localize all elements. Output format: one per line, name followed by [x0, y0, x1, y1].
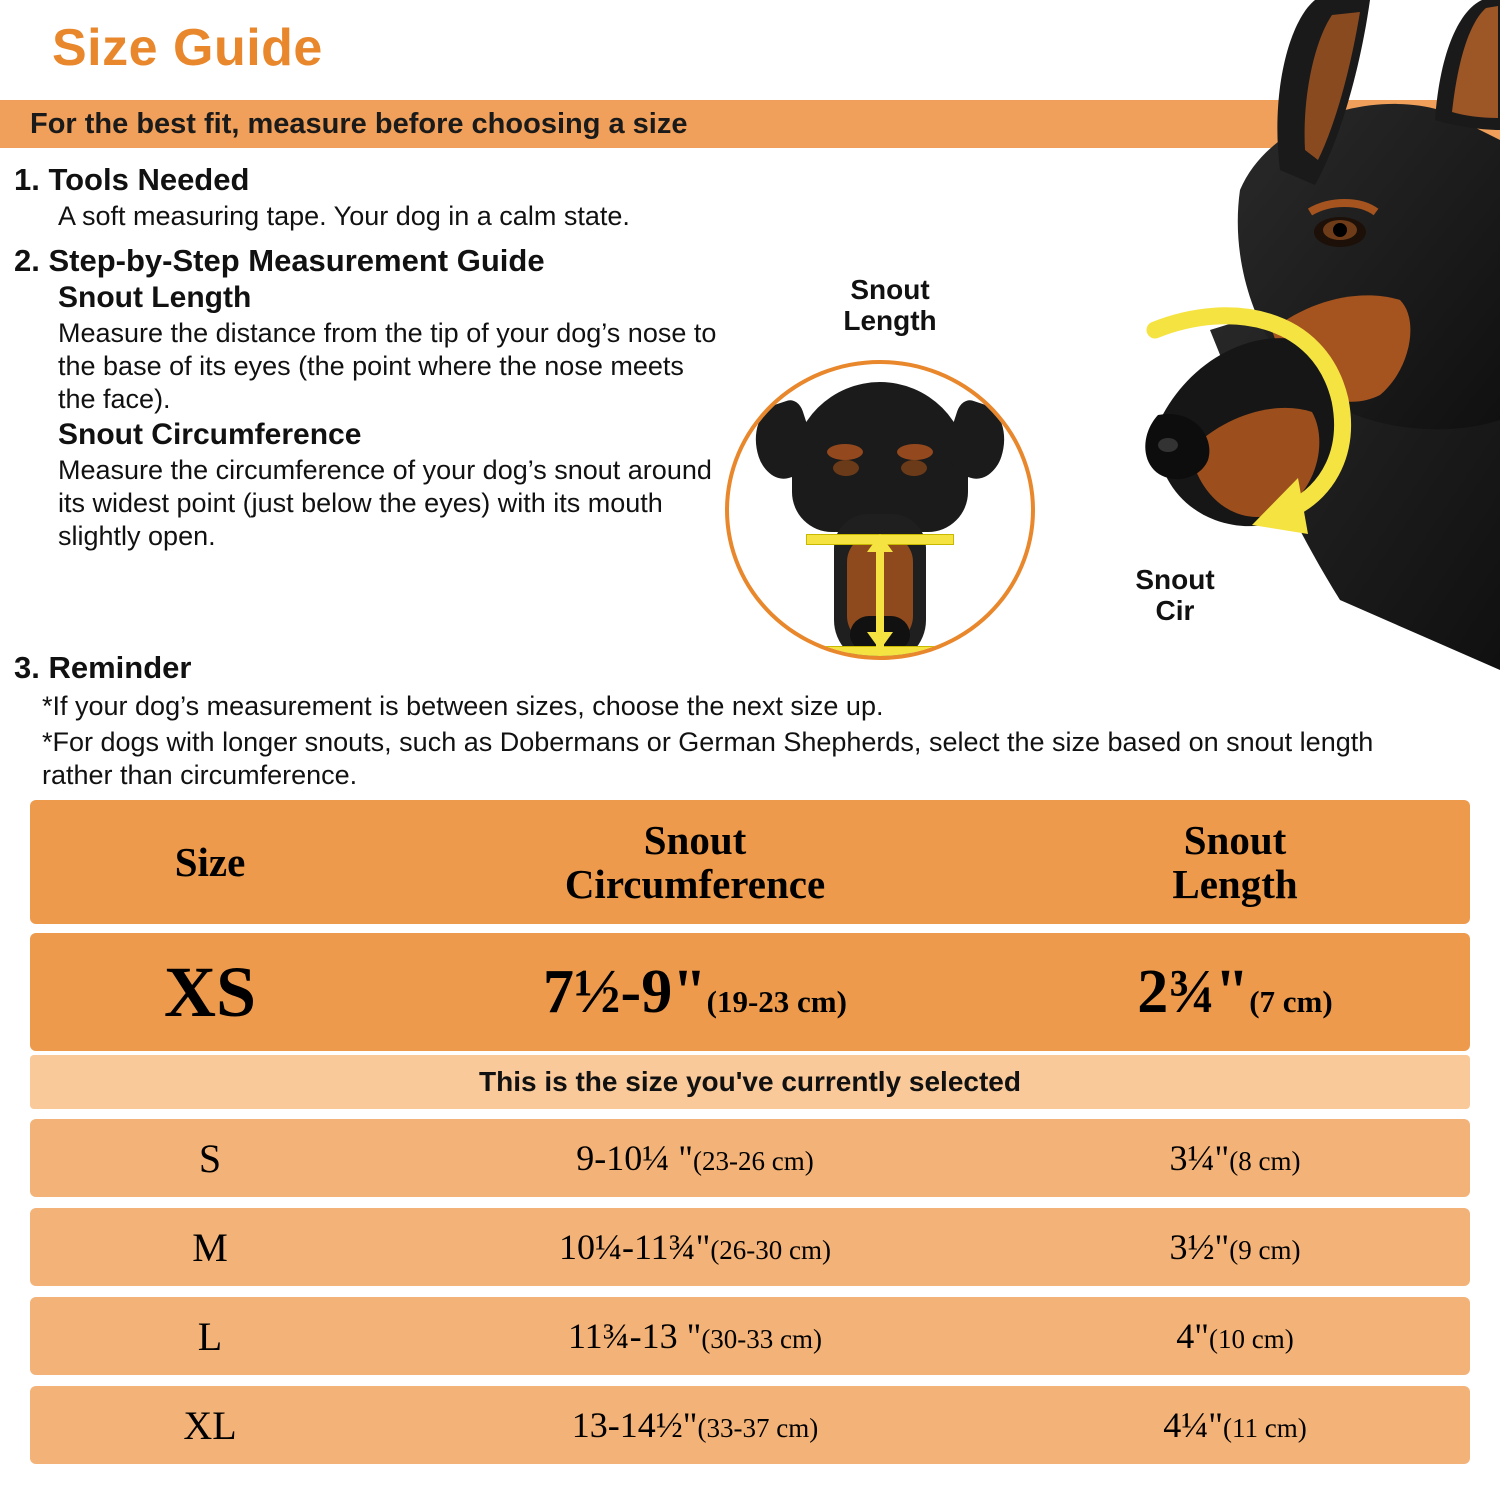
row-circumference-cm: (33-37 cm) — [697, 1413, 819, 1443]
row-circumference-cm: (23-26 cm) — [692, 1146, 814, 1176]
column-header-length — [1000, 818, 1470, 907]
reminder-heading: 3. Reminder — [14, 650, 192, 685]
snout-circumference-heading: Snout Circumference — [58, 417, 362, 451]
row-length-cm: (8 cm) — [1229, 1146, 1301, 1176]
xs-length — [1000, 957, 1470, 1028]
table-row-xs[interactable] — [30, 933, 1470, 1051]
snout-cir-label-line1: Snout — [1135, 564, 1215, 595]
row-circumference-cm: (26-30 cm) — [710, 1235, 832, 1265]
column-header-circumference — [390, 818, 1000, 907]
xs-circumference-in: 7½-9" — [543, 957, 707, 1026]
row-length-cm: (11 cm) — [1222, 1413, 1307, 1443]
tools-heading: 1. Tools Needed — [14, 162, 250, 197]
snout-length-heading: Snout Length — [58, 280, 252, 314]
row-circumference — [390, 1404, 1000, 1446]
row-length — [1000, 1226, 1470, 1268]
measure-arrow-up-icon — [867, 534, 893, 552]
reminder-line-1: *If your dog’s measurement is between sizes, choose the next size up. — [42, 691, 884, 721]
table-header-row — [30, 800, 1470, 924]
snout-circumference-photo-label — [1085, 565, 1265, 627]
row-length-cm: (9 cm) — [1229, 1235, 1301, 1265]
snout-cir-label-line2: Cir — [1155, 594, 1195, 626]
row-size: L — [197, 1313, 223, 1359]
xs-circumference-cm: (19-23 cm) — [706, 983, 847, 1019]
table-row[interactable] — [30, 1208, 1470, 1286]
measurement-heading: 2. Step-by-Step Measurement Guide — [14, 242, 545, 278]
selected-size-text: This is the size you've currently selected — [479, 1066, 1021, 1097]
xs-circumference — [390, 957, 1000, 1028]
size-table — [0, 800, 1500, 1475]
dog-head-shape — [792, 382, 968, 532]
page-title: Size Guide — [52, 19, 323, 77]
diagram-label-line2: Length — [843, 304, 937, 336]
subtitle-text: For the best fit, measure before choosing a size — [30, 108, 688, 140]
column-header-size: Size — [174, 838, 246, 885]
xs-length-in: 2¾" — [1137, 957, 1250, 1026]
reminder-line-2: *For dogs with longer snouts, such as Dobermans or German Shepherds, select the size based on snout length rather than circumference. — [42, 727, 1374, 790]
row-length-in: 4" — [1176, 1316, 1209, 1356]
measure-arrow-down-icon — [867, 632, 893, 650]
row-length — [1000, 1137, 1470, 1179]
instructions-column — [0, 152, 740, 553]
snout-length-diagram — [705, 255, 1065, 675]
row-length — [1000, 1315, 1470, 1357]
dog-eye-left — [833, 460, 859, 476]
xs-length-cm: (7 cm) — [1249, 983, 1333, 1019]
row-circumference-in: 10¼-11¾" — [558, 1227, 711, 1267]
row-size: S — [198, 1135, 222, 1181]
row-circumference — [390, 1315, 1000, 1357]
snout-length-body: Measure the distance from the tip of your dog’s nose to the base of its eyes (the point where the nose meets the face). — [58, 317, 717, 414]
row-circumference-in: 13-14½" — [571, 1405, 698, 1445]
table-row[interactable] — [30, 1297, 1470, 1375]
row-circumference-in: 11¾-13 " — [567, 1316, 702, 1356]
column-header-circumference-line1: Snout — [643, 816, 747, 863]
dog-eye-right — [901, 460, 927, 476]
row-circumference-cm: (30-33 cm) — [701, 1324, 823, 1354]
table-row[interactable] — [30, 1386, 1470, 1464]
diagram-circle — [725, 360, 1035, 660]
row-circumference — [390, 1226, 1000, 1268]
column-header-circumference-line2: Circumference — [564, 861, 826, 907]
row-length-in: 3½" — [1169, 1227, 1230, 1267]
row-length — [1000, 1404, 1470, 1446]
row-circumference — [390, 1137, 1000, 1179]
row-length-in: 3¼" — [1169, 1138, 1230, 1178]
row-size: M — [192, 1224, 228, 1270]
xs-size-label: XS — [163, 951, 257, 1032]
column-header-length-line2: Length — [1172, 861, 1298, 907]
tools-body: A soft measuring tape. Your dog in a calm state. — [58, 201, 630, 231]
table-row[interactable] — [30, 1119, 1470, 1197]
row-circumference-in: 9-10¼ " — [576, 1138, 693, 1178]
row-size: XL — [183, 1402, 237, 1448]
diagram-label — [785, 275, 995, 337]
column-header-length-line1: Snout — [1183, 816, 1287, 863]
selected-size-note — [30, 1055, 1470, 1109]
row-length-cm: (10 cm) — [1208, 1324, 1294, 1354]
row-length-in: 4¼" — [1163, 1405, 1223, 1445]
dog-brow-right — [897, 444, 933, 460]
snout-circumference-body: Measure the circumference of your dog’s snout around its widest point (just below the eyes) with its mouth slightly open. — [58, 454, 712, 551]
dog-brow-left — [827, 444, 863, 460]
diagram-label-line1: Snout — [850, 274, 930, 305]
